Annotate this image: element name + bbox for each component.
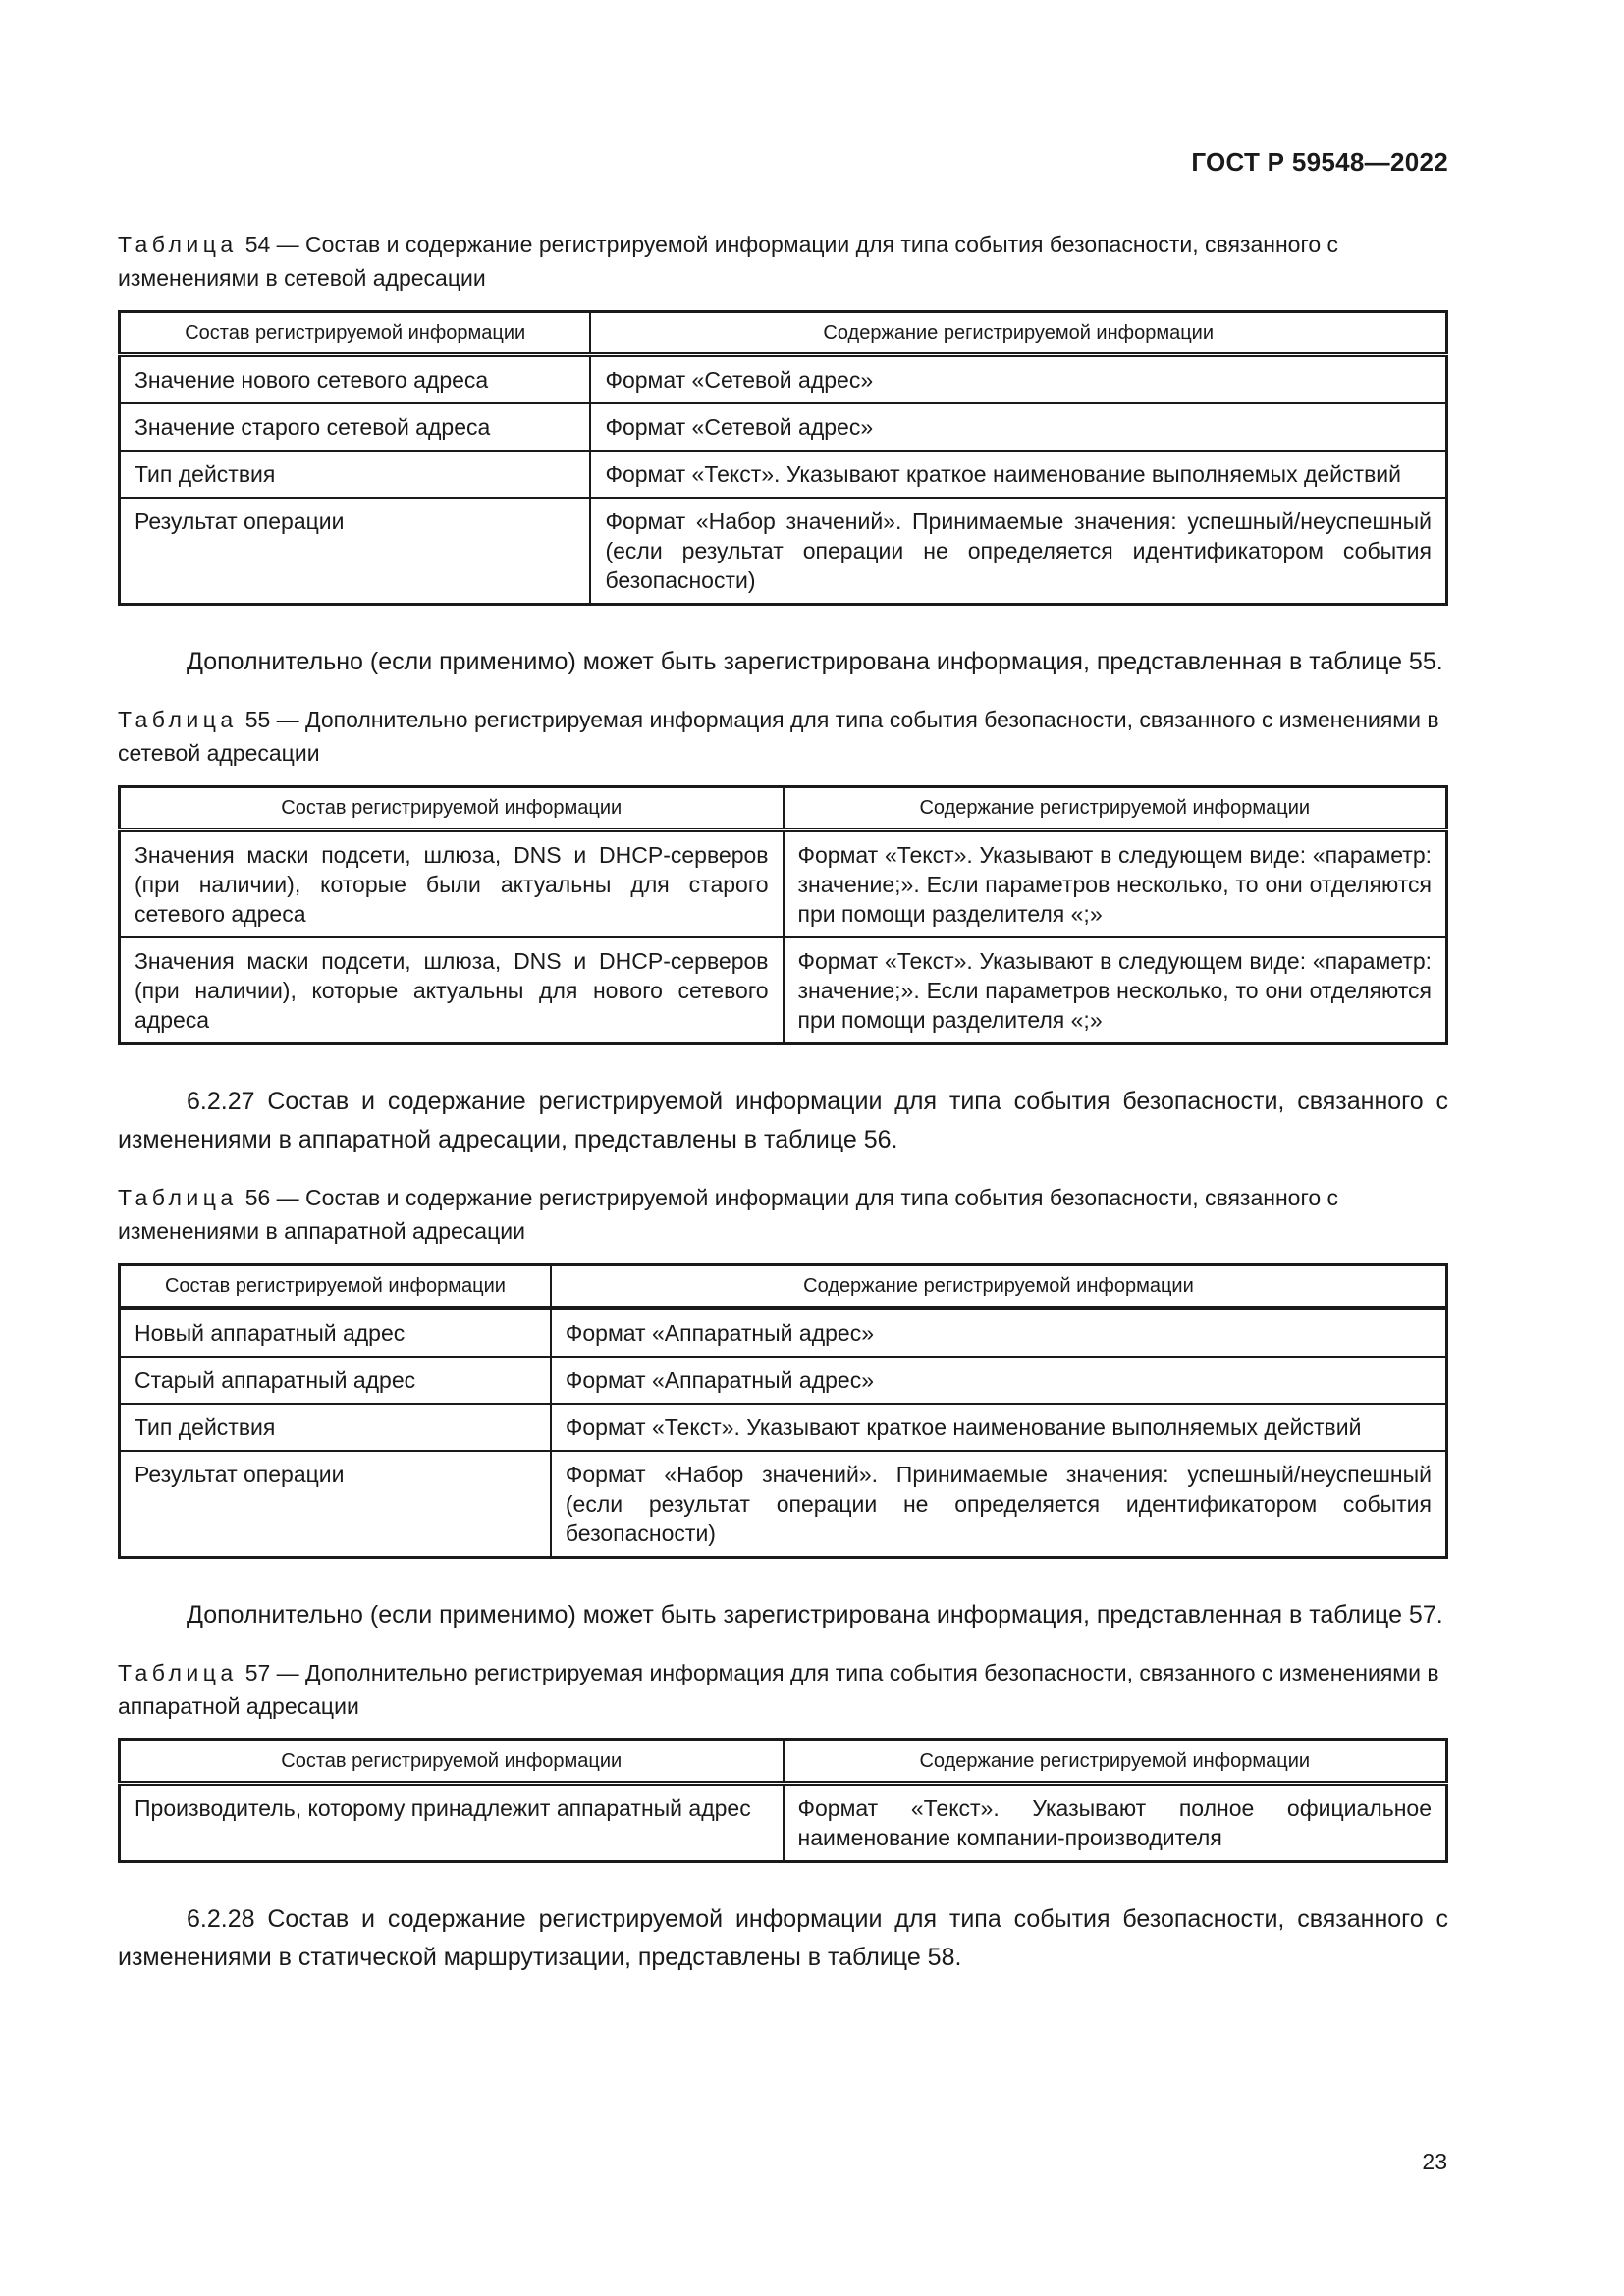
- table-cell: Значение старого сетевой адреса: [120, 403, 591, 451]
- table-row: [120, 1404, 1447, 1451]
- table-cell: Производитель, которому принадлежит аппаратный адрес: [120, 1784, 784, 1862]
- table-cell: Значения маски подсети, шлюза, DNS и DHCP-серверов (при наличии), которые актуальны для нового сетевого адреса: [120, 937, 784, 1044]
- table-54-caption: [118, 228, 1448, 294]
- column-header: Состав регистрируемой информации: [120, 787, 784, 830]
- table-56: [118, 1263, 1448, 1559]
- column-header: Содержание регистрируемой информации: [784, 787, 1447, 830]
- table-row: [120, 1784, 1447, 1862]
- table-cell: Формат «Набор значений». Принимаемые значения: успешный/неуспешный (если результат операции не определяется идентификатором события безопасности): [551, 1451, 1447, 1558]
- table-57: [118, 1738, 1448, 1863]
- table-row: [120, 937, 1447, 1044]
- table-cell: Формат «Сетевой адрес»: [590, 355, 1446, 404]
- table-header-row: [120, 1740, 1447, 1784]
- column-header: Содержание регистрируемой информации: [784, 1740, 1447, 1784]
- table-label: Таблица: [118, 707, 238, 732]
- table-caption-text: 56 — Состав и содержание регистрируемой информации для типа события безопасности, связанного с изменениями в аппаратной адресации: [118, 1185, 1339, 1244]
- table-cell: Значение нового сетевого адреса: [120, 355, 591, 404]
- table-cell: Формат «Текст». Указывают краткое наименование выполняемых действий: [551, 1404, 1447, 1451]
- table-row: [120, 1451, 1447, 1558]
- table-55: [118, 785, 1448, 1045]
- table-caption-text: 57 — Дополнительно регистрируемая информация для типа события безопасности, связанного с изменениями в аппаратной адресации: [118, 1660, 1439, 1719]
- table-cell: Формат «Аппаратный адрес»: [551, 1357, 1447, 1404]
- table-cell: Тип действия: [120, 451, 591, 498]
- table-cell: Результат операции: [120, 498, 591, 605]
- table-56-caption: [118, 1181, 1448, 1248]
- table-55-caption: [118, 703, 1448, 770]
- table-row: [120, 1308, 1447, 1358]
- page-number: 23: [1422, 2149, 1447, 2174]
- column-header: Состав регистрируемой информации: [120, 1265, 551, 1308]
- table-cell: Формат «Текст». Указывают краткое наименование выполняемых действий: [590, 451, 1446, 498]
- document-standard-id: ГОСТ Р 59548—2022: [1191, 147, 1448, 177]
- table-header-row: [120, 1265, 1447, 1308]
- table-row: [120, 1357, 1447, 1404]
- table-label: Таблица: [118, 1660, 238, 1685]
- document-page: [118, 147, 1448, 1999]
- table-header-row: [120, 312, 1447, 355]
- table-row: [120, 451, 1447, 498]
- table-header-row: [120, 787, 1447, 830]
- table-row: [120, 498, 1447, 605]
- table-cell: Формат «Текст». Указывают полное официальное наименование компании-производителя: [784, 1784, 1447, 1862]
- table-label: Таблица: [118, 1185, 238, 1210]
- table-57-caption: [118, 1656, 1448, 1723]
- table-cell: Значения маски подсети, шлюза, DNS и DHCP-серверов (при наличии), которые были актуальны для старого сетевого адреса: [120, 830, 784, 938]
- table-cell: Формат «Набор значений». Принимаемые значения: успешный/неуспешный (если результат операции не определяется идентификатором события безопасности): [590, 498, 1446, 605]
- table-row: [120, 355, 1447, 404]
- column-header: Состав регистрируемой информации: [120, 1740, 784, 1784]
- table-54: [118, 310, 1448, 606]
- table-cell: Формат «Сетевой адрес»: [590, 403, 1446, 451]
- paragraph-clause-6-2-27: 6.2.27 Состав и содержание регистрируемой информации для типа события безопасности, связанного с изменениями в аппаратной адресации, представлены в таблице 56.: [118, 1088, 1448, 1153]
- paragraph-clause-6-2-28: 6.2.28 Состав и содержание регистрируемой информации для типа события безопасности, связанного с изменениями в статической маршрутизации, представлены в таблице 58.: [118, 1905, 1448, 1971]
- paragraph-additional-info-57: Дополнительно (если применимо) может быть зарегистрирована информация, представленная в таблице 57.: [187, 1601, 1443, 1629]
- column-header: Состав регистрируемой информации: [120, 312, 591, 355]
- table-cell: Результат операции: [120, 1451, 551, 1558]
- table-cell: Старый аппаратный адрес: [120, 1357, 551, 1404]
- table-cell: Новый аппаратный адрес: [120, 1308, 551, 1358]
- paragraph-additional-info-55: Дополнительно (если применимо) может быть зарегистрирована информация, представленная в таблице 55.: [187, 648, 1443, 675]
- table-cell: Формат «Аппаратный адрес»: [551, 1308, 1447, 1358]
- table-cell: Формат «Текст». Указывают в следующем виде: «параметр: значение;». Если параметров несколько, то они отделяются при помощи разделителя «;»: [784, 937, 1447, 1044]
- table-cell: Тип действия: [120, 1404, 551, 1451]
- column-header: Содержание регистрируемой информации: [590, 312, 1446, 355]
- table-row: [120, 830, 1447, 938]
- table-row: [120, 403, 1447, 451]
- column-header: Содержание регистрируемой информации: [551, 1265, 1447, 1308]
- table-label: Таблица: [118, 232, 238, 257]
- table-caption-text: 54 — Состав и содержание регистрируемой информации для типа события безопасности, связанного с изменениями в сетевой адресации: [118, 232, 1339, 291]
- table-cell: Формат «Текст». Указывают в следующем виде: «параметр: значение;». Если параметров несколько, то они отделяются при помощи разделителя «;»: [784, 830, 1447, 938]
- table-caption-text: 55 — Дополнительно регистрируемая информация для типа события безопасности, связанного с изменениями в сетевой адресации: [118, 707, 1439, 766]
